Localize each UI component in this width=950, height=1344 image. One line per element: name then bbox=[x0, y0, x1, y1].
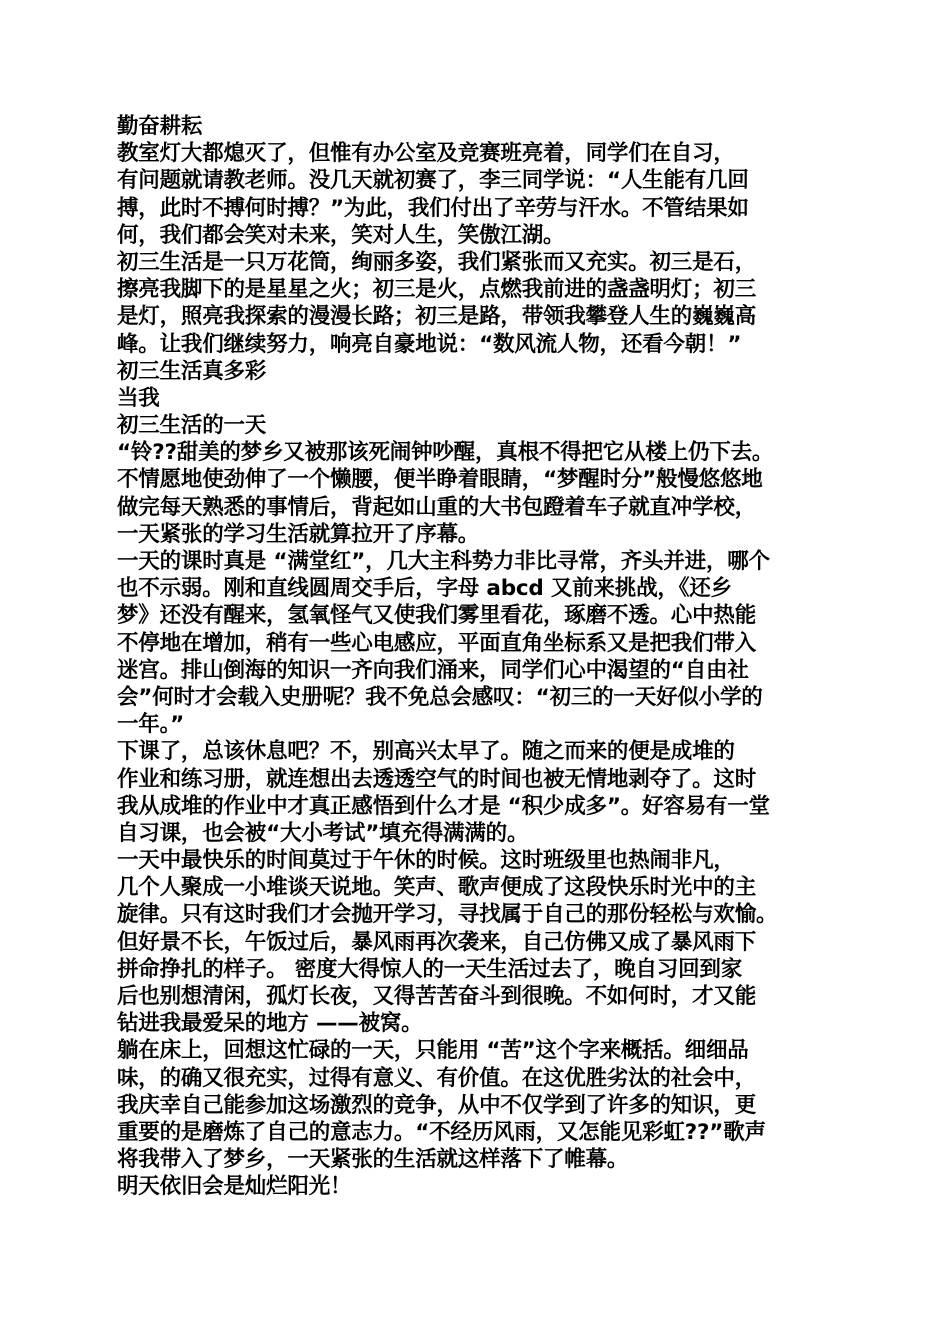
closing-line: 明天依旧会是灿烂阳光！ bbox=[117, 1174, 352, 1200]
text-line: 迷宫。排山倒海的知识一齐向我们涌来，同学们心中渴望的“自由社 bbox=[117, 657, 749, 683]
text-line: 自习课，也会被“大小考试”填充得满满的。 bbox=[117, 820, 529, 846]
text-line: 不停地在增加，稍有一些心电感应，平面直角坐标系又是把我们带入 bbox=[117, 630, 757, 656]
text-line: 做完每天熟悉的事情后，背起如山重的大书包蹬着车子就直冲学校， bbox=[117, 494, 757, 520]
heading-when-i: 当我 bbox=[117, 385, 160, 411]
heading-hardwork: 勤奋耕耘 bbox=[117, 114, 203, 139]
text-line: 我从成堆的作业中才真正感悟到什么才是 “积少成多”。好容易有一堂 bbox=[117, 793, 770, 819]
text-line: 但好景不长，午饭过后，暴风雨再次袭来，自己仿佛又成了暴风雨下 bbox=[117, 929, 757, 955]
text-line: 几个人聚成一小堆谈天说地。笑声、歌声便成了这段快乐时光中的主 bbox=[117, 875, 757, 901]
text-line: 何，我们都会笑对未来，笑对人生，笑傲江湖。 bbox=[117, 222, 565, 248]
heading-one-day: 初三生活的一天 bbox=[117, 413, 267, 439]
text-line: 一天中最快乐的时间莫过于午休的时候。这时班级里也热闹非凡， bbox=[117, 848, 735, 874]
text-line: 钻进我最爱呆的地方 ——被窝。 bbox=[117, 1011, 423, 1037]
text-line: 我庆幸自己能参加这场激烈的竞争，从中不仅学到了许多的知识，更 bbox=[117, 1092, 757, 1118]
text-line: 将我带入了梦乡，一天紧张的生活就这样落下了帷幕。 bbox=[117, 1147, 629, 1173]
text-line: 重要的是磨炼了自己的意志力。“不经历风雨，又怎能见彩虹??”歌声 bbox=[117, 1119, 766, 1145]
heading-colorful-life: 初三生活真多彩 bbox=[117, 358, 267, 384]
text-line: 会”何时才会载入史册呢？我不免总会感叹：“初三的一天好似小学的 bbox=[117, 684, 763, 710]
document-body bbox=[117, 113, 847, 1201]
text-line: 作业和练习册，就连想出去透透空气的时间也被无情地剥夺了。这时 bbox=[117, 766, 757, 792]
text-line: 初三生活是一只万花筒，绚丽多姿，我们紧张而又充实。初三是石， bbox=[117, 249, 757, 275]
text-line: 有问题就请教老师。没几天就初赛了，李三同学说：“人生能有几回 bbox=[117, 168, 749, 194]
text-line: 一天的课时真是 “满堂红”，几大主科势力非比寻常，齐头并进，哪个 bbox=[117, 549, 770, 574]
text-line: 后也别想清闲，孤灯长夜，又得苦苦奋斗到很晚。不如何时，才又能 bbox=[117, 984, 757, 1009]
text-line: 不情愿地使劲伸了一个懒腰，便半睁着眼睛，“梦醒时分”般慢悠悠地 bbox=[117, 467, 763, 493]
text-line: 旋律。只有这时我们才会抛开学习，寻找属于自己的那份轻松与欢愉。 bbox=[117, 902, 778, 928]
text-line: 教室灯大都熄灭了，但惟有办公室及竞赛班亮着，同学们在自习， bbox=[117, 141, 735, 167]
text-line: 是灯，照亮我探索的漫漫长路；初三是路，带领我攀登人生的巍巍高 bbox=[117, 304, 757, 330]
text-line: 搏，此时不搏何时搏？”为此，我们付出了辛劳与汗水。不管结果如 bbox=[117, 195, 749, 221]
text-line: 味，的确又很充实，过得有意义、有价值。在这优胜劣汰的社会中， bbox=[117, 1065, 757, 1091]
text-line: 也不示弱。刚和直线圆周交手后，字母 abcd 又前来挑战，《还乡 bbox=[117, 576, 732, 602]
text-line: 峰。让我们继续努力，响亮自豪地说：“数风流人物，还看今朝！” bbox=[117, 331, 742, 357]
text-line: 躺在床上，回想这忙碌的一天，只能用 “苦”这个字来概括。细细品 bbox=[117, 1038, 749, 1064]
text-line: 一天紧张的学习生活就算拉开了序幕。 bbox=[117, 521, 480, 547]
text-line: 梦》还没有醒来，氢氧怪气又使我们雾里看花，琢磨不透。心中热能 bbox=[117, 603, 757, 629]
text-line: 下课了，总该休息吧？不，别高兴太早了。随之而来的便是成堆的 bbox=[117, 739, 735, 765]
text-line: “铃??甜美的梦乡又被那该死闹钟吵醒，真根不得把它从楼上仍下去。 bbox=[117, 440, 774, 466]
text-line: 擦亮我脚下的是星星之火；初三是火，点燃我前进的盏盏明灯；初三 bbox=[117, 277, 757, 303]
text-line: 拼命挣扎的样子。 密度大得惊人的一天生活过去了，晚自习回到家 bbox=[117, 956, 742, 982]
text-line: 一年。” bbox=[117, 712, 185, 738]
